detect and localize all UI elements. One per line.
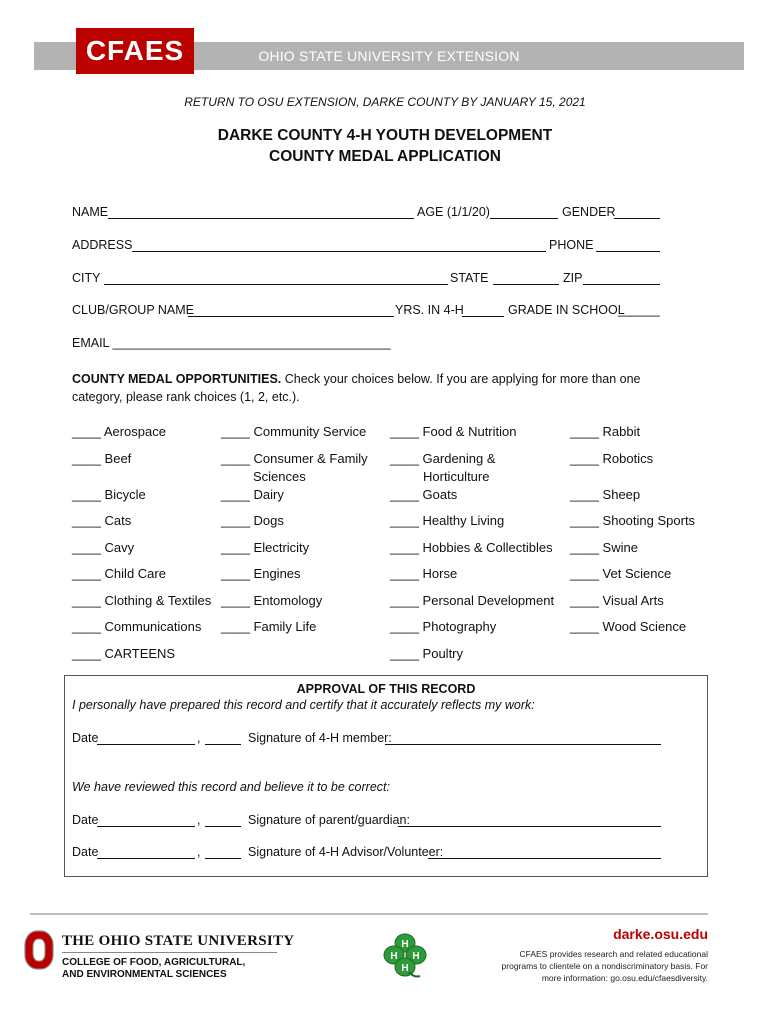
option-blank[interactable]: ____ bbox=[570, 593, 599, 608]
option-label: Visual Arts bbox=[602, 593, 664, 608]
address-field[interactable] bbox=[132, 251, 546, 252]
option-label: Electricity bbox=[253, 540, 310, 555]
option-blank[interactable]: ____ bbox=[72, 619, 101, 634]
option-bicycle[interactable] bbox=[72, 486, 146, 503]
option-blank[interactable]: ____ bbox=[390, 619, 419, 634]
option-label: Aerospace bbox=[103, 424, 166, 439]
name-field[interactable] bbox=[108, 218, 414, 219]
footer-url-link[interactable]: darke.osu.edu bbox=[613, 926, 708, 942]
note-line-3: more information: go.osu.edu/cfaesdiversity. bbox=[541, 973, 708, 983]
osu-rule bbox=[62, 952, 277, 953]
option-blank[interactable]: ____ bbox=[72, 540, 101, 555]
intro-text: Check your choices below. If you are applying for more than one category, please rank choices (1, 2, etc.). bbox=[72, 372, 641, 404]
option-family-life[interactable] bbox=[221, 618, 316, 635]
option-entomology[interactable] bbox=[221, 592, 322, 609]
approval-title: APPROVAL OF THIS RECORD bbox=[296, 682, 476, 696]
option-label: Food & Nutrition bbox=[422, 424, 517, 439]
option-label: Personal Development bbox=[422, 593, 555, 608]
option-vet-science[interactable] bbox=[570, 565, 671, 582]
option-blank[interactable]: ____ bbox=[570, 424, 599, 439]
option-label: Dogs bbox=[253, 513, 284, 528]
option-electricity[interactable] bbox=[221, 539, 309, 556]
option-blank[interactable]: ____ bbox=[570, 451, 599, 466]
option-photography[interactable] bbox=[390, 618, 496, 635]
option-blank[interactable]: ____ bbox=[72, 566, 101, 581]
date-comma: , bbox=[197, 731, 201, 745]
yrs-field[interactable] bbox=[462, 316, 504, 317]
option-blank[interactable]: ____ bbox=[390, 424, 419, 439]
option-label: Photography bbox=[422, 619, 497, 634]
option-blank[interactable]: ____ bbox=[390, 513, 419, 528]
parent-date-label: Date bbox=[72, 813, 99, 827]
option-label: Hobbies & Collectibles bbox=[422, 540, 553, 555]
svg-text:H: H bbox=[401, 963, 409, 974]
address-label: ADDRESS bbox=[72, 238, 133, 252]
option-blank[interactable]: ____ bbox=[570, 566, 599, 581]
option-consumer-family-sciences[interactable] bbox=[221, 450, 368, 467]
option-clothing-textiles[interactable] bbox=[72, 592, 211, 609]
option-communications[interactable] bbox=[72, 618, 201, 635]
svg-text:H: H bbox=[390, 951, 398, 962]
option-horse[interactable] bbox=[390, 565, 457, 582]
option-label: Healthy Living bbox=[422, 513, 505, 528]
option-label: Rabbit bbox=[602, 424, 641, 439]
option-goats[interactable] bbox=[390, 486, 457, 503]
email-field[interactable]: EMAIL ________________________________________ bbox=[72, 336, 391, 350]
option-label: Child Care bbox=[104, 566, 166, 581]
option-rabbit[interactable] bbox=[570, 423, 640, 440]
page-title: DARKE COUNTY 4-H YOUTH DEVELOPMENT bbox=[217, 127, 553, 144]
option-poultry[interactable] bbox=[390, 645, 463, 662]
option-label: Vet Science bbox=[602, 566, 672, 581]
option-blank[interactable]: ____ bbox=[390, 451, 419, 466]
advisor-date-field[interactable] bbox=[97, 858, 195, 859]
state-field[interactable] bbox=[493, 284, 559, 285]
option-label: CARTEENS bbox=[104, 646, 176, 661]
advisor-year-field[interactable] bbox=[205, 858, 241, 859]
option-blank[interactable]: ____ bbox=[390, 487, 419, 502]
option-dogs[interactable] bbox=[221, 512, 284, 529]
reviewed-statement: We have reviewed this record and believe it to be correct: bbox=[72, 780, 390, 794]
grade-label: GRADE IN SCHOOL bbox=[508, 303, 625, 317]
nondiscrimination-note bbox=[480, 948, 708, 984]
option-carteens[interactable] bbox=[72, 645, 175, 662]
city-field[interactable] bbox=[104, 284, 448, 285]
cfaes-logo: CFAES bbox=[76, 28, 194, 74]
club-field[interactable] bbox=[188, 316, 394, 317]
banner-text: OHIO STATE UNIVERSITY EXTENSION bbox=[258, 48, 520, 64]
option-blank[interactable]: ____ bbox=[221, 593, 250, 608]
advisor-signature-field[interactable] bbox=[428, 858, 661, 859]
option-blank[interactable]: ____ bbox=[570, 540, 599, 555]
option-aerospace[interactable] bbox=[72, 423, 166, 440]
member-date-label: Date bbox=[72, 731, 99, 745]
option-label: Sheep bbox=[602, 487, 641, 502]
option-robotics[interactable] bbox=[570, 450, 653, 467]
option-label: Family Life bbox=[253, 619, 317, 634]
four-h-clover-icon bbox=[376, 932, 434, 980]
member-year-field[interactable] bbox=[205, 744, 241, 745]
parent-year-field[interactable] bbox=[205, 826, 241, 827]
age-label: AGE (1/1/20) bbox=[417, 205, 490, 219]
option-label: Bicycle bbox=[104, 487, 146, 502]
option-blank[interactable]: ____ bbox=[72, 424, 101, 439]
parent-date-field[interactable] bbox=[97, 826, 195, 827]
option-blank[interactable]: ____ bbox=[221, 513, 250, 528]
intro-heading: COUNTY MEDAL OPPORTUNITIES. bbox=[72, 372, 282, 386]
option-engines[interactable] bbox=[221, 565, 301, 582]
date-comma: , bbox=[197, 813, 201, 827]
option-label: Beef bbox=[104, 451, 132, 466]
option-blank[interactable]: ____ bbox=[221, 540, 250, 555]
option-blank[interactable]: ____ bbox=[72, 646, 101, 661]
advisor-signature-label: Signature of 4-H Advisor/Volunteer: bbox=[248, 845, 444, 859]
option-label-continued: Sciences bbox=[253, 469, 306, 484]
option-healthy-living[interactable] bbox=[390, 512, 504, 529]
option-label: Communications bbox=[104, 619, 202, 634]
yrs-label: YRS. IN 4-H bbox=[395, 303, 464, 317]
osu-college bbox=[62, 957, 245, 981]
option-personal-development[interactable] bbox=[390, 592, 554, 609]
note-line-2: programs to clientele on a nondiscriminatory basis. For bbox=[501, 961, 708, 971]
option-label: Horse bbox=[422, 566, 458, 581]
city-label: CITY bbox=[72, 271, 101, 285]
option-cavy[interactable] bbox=[72, 539, 134, 556]
option-cats[interactable] bbox=[72, 512, 131, 529]
member-statement: I personally have prepared this record and certify that it accurately reflects my work: bbox=[72, 698, 535, 712]
member-signature-label: Signature of 4-H member: bbox=[248, 731, 392, 745]
svg-text:H: H bbox=[401, 939, 409, 950]
option-label: Community Service bbox=[253, 424, 367, 439]
option-label: Shooting Sports bbox=[602, 513, 696, 528]
option-blank[interactable]: ____ bbox=[570, 619, 599, 634]
option-blank[interactable]: ____ bbox=[221, 424, 250, 439]
option-blank[interactable]: ____ bbox=[390, 540, 419, 555]
medal-opportunities-intro bbox=[72, 370, 692, 406]
option-label: Cavy bbox=[104, 540, 135, 555]
phone-label: PHONE bbox=[549, 238, 594, 252]
note-line-1: CFAES provides research and related educational bbox=[519, 949, 708, 959]
gender-field[interactable] bbox=[614, 218, 660, 219]
college-line-2: AND ENVIRONMENTAL SCIENCES bbox=[62, 969, 227, 980]
option-dairy[interactable] bbox=[221, 486, 284, 503]
gender-label: GENDER bbox=[562, 205, 616, 219]
option-blank[interactable]: ____ bbox=[570, 513, 599, 528]
advisor-date-label: Date bbox=[72, 845, 99, 859]
option-blank[interactable]: ____ bbox=[390, 646, 419, 661]
option-label: Goats bbox=[422, 487, 458, 502]
option-blank[interactable]: ____ bbox=[72, 487, 101, 502]
option-blank[interactable]: ____ bbox=[570, 487, 599, 502]
option-label: Entomology bbox=[253, 593, 323, 608]
option-blank[interactable]: ____ bbox=[390, 593, 419, 608]
option-community-service[interactable] bbox=[221, 423, 366, 440]
option-blank[interactable]: ____ bbox=[390, 566, 419, 581]
option-wood-science[interactable] bbox=[570, 618, 686, 635]
parent-signature-label: Signature of parent/guardian: bbox=[248, 813, 410, 827]
svg-text:H: H bbox=[412, 951, 420, 962]
option-label: Gardening & bbox=[422, 451, 496, 466]
option-shooting-sports[interactable] bbox=[570, 512, 695, 529]
page-subtitle: COUNTY MEDAL APPLICATION bbox=[269, 148, 501, 165]
option-hobbies-collectibles[interactable] bbox=[390, 539, 553, 556]
option-sheep[interactable] bbox=[570, 486, 640, 503]
option-label: Dairy bbox=[253, 487, 284, 502]
option-label: Clothing & Textiles bbox=[104, 593, 212, 608]
option-label: Swine bbox=[602, 540, 638, 555]
option-label: Wood Science bbox=[602, 619, 687, 634]
option-swine[interactable] bbox=[570, 539, 638, 556]
option-child-care[interactable] bbox=[72, 565, 166, 582]
option-beef[interactable] bbox=[72, 450, 131, 467]
option-label-continued: Horticulture bbox=[423, 469, 490, 484]
option-blank[interactable]: ____ bbox=[221, 619, 250, 634]
option-blank[interactable]: ____ bbox=[221, 487, 250, 502]
return-instructions: RETURN TO OSU EXTENSION, DARKE COUNTY BY JANUARY 15, 2021 bbox=[184, 95, 586, 109]
state-label: STATE bbox=[450, 271, 489, 285]
option-visual-arts[interactable] bbox=[570, 592, 664, 609]
option-label: Consumer & Family bbox=[253, 451, 368, 466]
footer-divider bbox=[30, 913, 708, 915]
age-field[interactable] bbox=[490, 218, 558, 219]
option-blank[interactable]: ____ bbox=[72, 513, 101, 528]
block-o-icon bbox=[24, 930, 54, 970]
college-line-1: COLLEGE OF FOOD, AGRICULTURAL, bbox=[62, 957, 246, 968]
parent-signature-field[interactable] bbox=[398, 826, 661, 827]
option-label: Cats bbox=[104, 513, 132, 528]
phone-field[interactable] bbox=[596, 251, 660, 252]
member-signature-field[interactable] bbox=[385, 744, 661, 745]
option-blank[interactable]: ____ bbox=[221, 451, 250, 466]
option-blank[interactable]: ____ bbox=[221, 566, 250, 581]
option-gardening-horticulture[interactable] bbox=[390, 450, 496, 467]
option-blank[interactable]: ____ bbox=[72, 451, 101, 466]
option-food-nutrition[interactable] bbox=[390, 423, 516, 440]
date-comma: , bbox=[197, 845, 201, 859]
grade-field[interactable]: ______ bbox=[618, 303, 660, 317]
option-label: Engines bbox=[253, 566, 301, 581]
zip-field[interactable] bbox=[583, 284, 660, 285]
osu-name: THE OHIO STATE UNIVERSITY bbox=[62, 933, 295, 949]
option-label: Robotics bbox=[602, 451, 654, 466]
club-label: CLUB/GROUP NAME bbox=[72, 303, 195, 317]
name-label: NAME bbox=[72, 205, 109, 219]
zip-label: ZIP bbox=[563, 271, 583, 285]
member-date-field[interactable] bbox=[97, 744, 195, 745]
option-label: Poultry bbox=[422, 646, 464, 661]
option-blank[interactable]: ____ bbox=[72, 593, 101, 608]
